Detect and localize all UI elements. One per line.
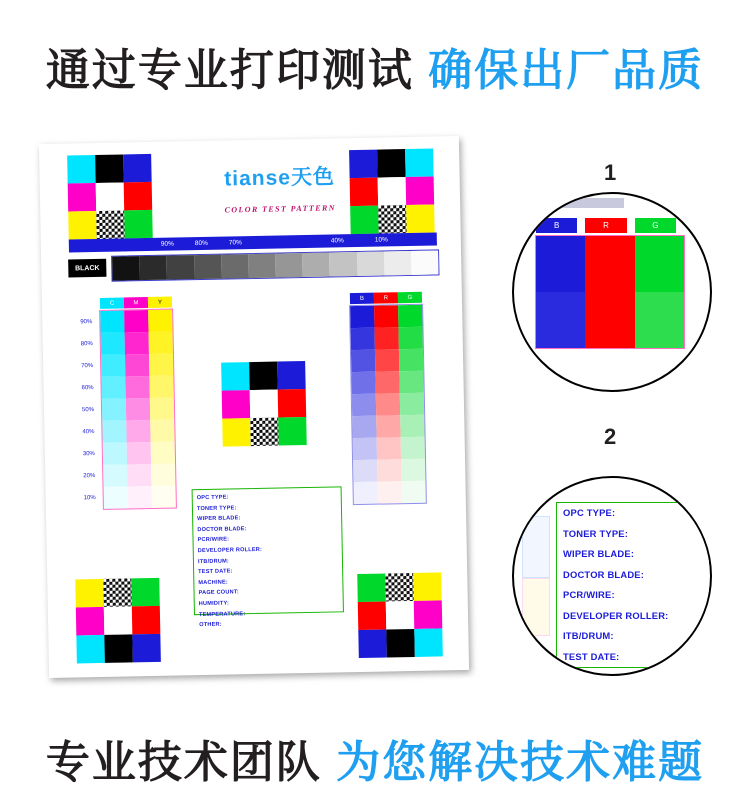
black-label: BLACK: [68, 259, 106, 278]
magnifier-1-color-grid: [536, 236, 684, 348]
strip-header-y: Y: [148, 297, 172, 308]
pct-label: 80%: [80, 341, 93, 348]
info-line: OTHER:: [199, 621, 222, 629]
color-cell: [635, 292, 684, 348]
color-cell: [378, 177, 407, 206]
color-cell: [357, 574, 386, 603]
color-cell: [585, 292, 634, 348]
color-cell: [386, 629, 415, 658]
rgb-column-g: [398, 305, 426, 503]
pct-label: 90%: [80, 319, 93, 326]
info-line: DEVELOPER ROLLER:: [563, 609, 669, 621]
color-cell: [278, 389, 307, 418]
pct-label: 40%: [330, 237, 344, 245]
color-cell: [536, 292, 585, 348]
info-line: PCR/WIRE:: [197, 536, 230, 544]
color-cell: [405, 149, 434, 178]
rgb-ramp-strip: [350, 305, 426, 504]
info-line: TONER TYPE:: [196, 504, 237, 512]
ramp-step: [302, 253, 330, 278]
pct-label: 80%: [194, 239, 208, 248]
color-cell: [585, 236, 634, 292]
info-line: PAGE COUNT:: [198, 589, 239, 597]
color-cell: [95, 154, 124, 183]
printer-test-page: [39, 136, 469, 678]
info-line: MACHINE:: [198, 579, 228, 586]
corner-blocks-top-left: [67, 154, 153, 240]
color-cell: [68, 211, 97, 240]
checker-cell: [385, 573, 414, 602]
info-line: PCR/WIRE:: [563, 589, 615, 600]
color-cell: [406, 205, 435, 234]
color-cell: [75, 579, 104, 608]
cmy-column-y: [148, 310, 176, 508]
color-cell: [76, 635, 105, 664]
magnifier-2-info-box: [556, 502, 709, 668]
color-cell: [358, 602, 387, 631]
color-cell: [377, 149, 406, 178]
pct-label: 40%: [82, 429, 95, 436]
color-cell: [635, 236, 684, 292]
pct-label: 60%: [81, 385, 94, 392]
footer-banner: [0, 726, 750, 790]
grayscale-ramp: [111, 249, 439, 281]
footer-dark-text: 专业技术团队: [45, 738, 322, 787]
info-line: WIPER BLADE:: [197, 515, 241, 523]
color-cell: [124, 182, 153, 211]
color-cell: [414, 600, 443, 629]
color-cell: [221, 362, 250, 391]
pct-label: 90%: [160, 240, 174, 248]
info-line: DOCTOR BLADE:: [563, 568, 645, 580]
color-cell: [123, 154, 152, 183]
info-line: TONER TYPE:: [563, 527, 629, 539]
headline-blue-text: 确保出厂品质: [428, 46, 705, 95]
color-cell: [413, 572, 442, 601]
strip-header-r: R: [585, 218, 626, 233]
info-line: WIPER BLADE:: [563, 548, 635, 559]
ramp-step: [411, 250, 439, 275]
strip-header-c: C: [100, 297, 124, 308]
pct-label: 20%: [83, 473, 96, 480]
info-line: TEST DATE:: [563, 650, 620, 662]
magnifier-1: [512, 192, 712, 392]
cmy-strip-headers: [100, 297, 172, 309]
checker-cell: [250, 418, 279, 447]
color-cell: [406, 177, 435, 206]
color-cell: [536, 236, 585, 292]
color-cell: [222, 390, 251, 419]
ramp-step: [221, 254, 249, 279]
pct-label: 10%: [374, 236, 388, 244]
color-cell: [76, 607, 105, 636]
color-cell: [68, 183, 97, 212]
corner-blocks-bottom-right: [357, 572, 443, 658]
strip-header-m: M: [124, 297, 148, 308]
info-line: HUMIDITY:: [198, 600, 230, 608]
checker-cell: [103, 578, 132, 607]
ramp-step: [139, 256, 167, 281]
ramp-step: [248, 254, 276, 279]
info-line: OPC TYPE:: [563, 507, 616, 518]
info-line: ITB/DRUM:: [197, 558, 230, 565]
left-percent-scale: [72, 311, 96, 509]
strip-header-b: B: [536, 218, 577, 233]
color-cell: [522, 578, 550, 636]
zoom-percent-bar-fragment: [560, 198, 624, 208]
brand-name: tianse天色: [224, 165, 336, 191]
info-line: OPC TYPE:: [196, 494, 229, 502]
corner-blocks-bottom-left: [75, 578, 161, 664]
info-line: TEST DATE:: [198, 568, 233, 576]
info-line: TEMPERATURE:: [198, 610, 246, 618]
center-color-blocks: [221, 361, 307, 447]
checker-cell: [96, 210, 125, 239]
strip-header-b: B: [350, 293, 374, 304]
ramp-step: [329, 252, 357, 277]
pct-label: 30%: [82, 451, 95, 458]
info-line: DEVELOPER ROLLER:: [197, 546, 263, 555]
color-cell: [358, 630, 387, 659]
pct-label: 10%: [83, 495, 96, 502]
footer-blue-text: 为您解决技术难题: [336, 738, 705, 787]
headline-dark-text: 通过专业打印测试: [45, 46, 414, 95]
info-line: DOCTOR BLADE:: [197, 525, 247, 533]
strip-header-g: G: [635, 218, 676, 233]
magnifier-2-number: 2: [604, 424, 617, 449]
color-cell: [249, 362, 278, 391]
info-line: ITB/DRUM:: [563, 630, 614, 641]
color-cell: [222, 418, 251, 447]
color-cell: [131, 578, 160, 607]
color-cell: [104, 606, 133, 635]
service-info-box: [192, 486, 344, 629]
color-cell: [386, 601, 415, 630]
magnifier-1-headers: [536, 218, 684, 233]
color-cell: [278, 417, 307, 446]
magnifier-1-number: 1: [604, 160, 617, 185]
pct-label: 50%: [81, 407, 95, 414]
color-cell: [277, 361, 306, 390]
color-cell: [96, 182, 125, 211]
magnifier-2: [512, 476, 712, 676]
pct-label: 70%: [228, 239, 242, 247]
brand-block: [189, 160, 370, 215]
color-cell: [522, 516, 550, 578]
checker-cell: [378, 205, 407, 234]
color-cell: [104, 634, 133, 663]
ramp-step: [112, 256, 140, 281]
ramp-step: [384, 251, 412, 276]
color-cell: [250, 390, 279, 419]
pct-label: 70%: [81, 363, 94, 370]
rgb-strip-headers: [350, 292, 422, 304]
color-cell: [132, 634, 161, 663]
magnifier-2-strip-fragment: [522, 516, 552, 634]
color-cell: [132, 606, 161, 635]
ramp-step: [357, 251, 385, 276]
color-cell: [67, 155, 96, 184]
headline-banner: [0, 34, 750, 98]
ramp-step: [194, 255, 222, 280]
color-cell: [414, 628, 443, 657]
ramp-step: [166, 255, 194, 280]
strip-header-r: R: [374, 292, 398, 303]
ramp-step: [275, 253, 303, 278]
brand-subtitle: COLOR TEST PATTERN: [224, 203, 336, 215]
color-cell: [124, 210, 153, 239]
strip-header-g: G: [398, 292, 422, 303]
cmy-ramp-strip: [100, 310, 176, 509]
